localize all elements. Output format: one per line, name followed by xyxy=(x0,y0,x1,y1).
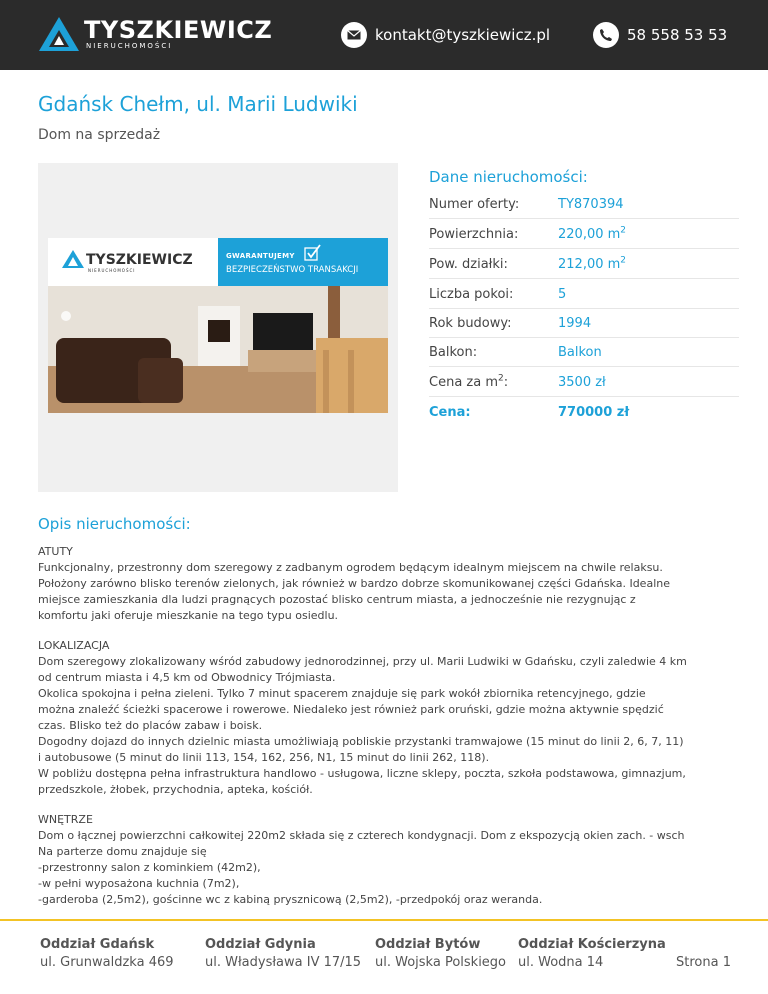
description-section-wnetrze xyxy=(38,812,733,908)
detail-label: Powierzchnia: xyxy=(429,227,519,242)
detail-value: 3500 zł xyxy=(558,375,606,390)
detail-label: Cena: xyxy=(429,405,471,420)
divider xyxy=(429,366,739,367)
description-section-atuty xyxy=(38,544,733,624)
brand-logo[interactable] xyxy=(38,14,273,54)
divider xyxy=(429,308,739,309)
divider xyxy=(429,396,739,397)
office-address: ul. Wojska Polskiego xyxy=(375,955,507,970)
price-value: 770000 zł xyxy=(558,405,630,420)
footer-divider xyxy=(0,919,768,921)
divider xyxy=(429,278,739,279)
description-line: przedszkole, żłobek, przychodnia, apteka, kościół. xyxy=(38,783,313,796)
brand-tagline: NIERUCHOMOŚCI xyxy=(86,42,173,50)
description-line: miejsce zamieszkania dla ludzi pragnących pozostać blisko centrum miasta, a jednocześnie nie rezygnując z xyxy=(38,593,636,606)
office-bytow xyxy=(375,937,506,970)
description-section-lokalizacja xyxy=(38,638,733,798)
detail-label: Cena za $m^2$: xyxy=(429,373,509,390)
office-name: Oddział Gdynia xyxy=(205,937,316,952)
detail-label: Pow. działki: xyxy=(429,257,508,272)
office-name: Oddział Bytów xyxy=(375,937,481,952)
section-title: WNĘTRZE xyxy=(38,813,93,826)
checkbox-icon xyxy=(304,244,322,262)
page-number: Strona 1 xyxy=(676,955,731,970)
detail-label: Liczba pokoi: xyxy=(429,287,514,302)
divider xyxy=(429,248,739,249)
banner-brand-sub: NIERUCHOMOŚCI xyxy=(88,268,136,273)
description-line: -przestronny salon z kominkiem (42m2), xyxy=(38,861,261,874)
description-line: komfortu jaki oferuje mieszkanie na tego typu osiedlu. xyxy=(38,609,339,622)
detail-value: 1994 xyxy=(558,316,592,331)
office-name: Oddział Kościerzyna xyxy=(518,937,666,952)
office-address: ul. Wodna 14 xyxy=(518,955,604,970)
banner-brand xyxy=(48,238,218,286)
description-line: i autobusowe (5 minut do linii 113, 154, 162, 256, N1, 15 minut do linii 262, 118). xyxy=(38,751,490,764)
banner-brand-name: TYSZKIEWICZ xyxy=(86,252,193,268)
description-line: -w pełni wyposażona kuchnia (7m2), xyxy=(38,877,240,890)
detail-value: 212,00 $m^2$ xyxy=(558,255,627,272)
banner-guarantee-line1: GWARANTUJEMY xyxy=(226,252,295,260)
description-line: Położony zarówno blisko terenów zielonych, jak również w bardzo dobrze skomunikowanej części Gdańska. Idealne xyxy=(38,577,670,590)
phone-text[interactable]: 58 558 53 53 xyxy=(627,26,728,44)
page-title: Gdańsk Chełm, ul. Marii Ludwiki xyxy=(38,92,358,116)
banner-guarantee xyxy=(218,238,388,286)
divider xyxy=(429,218,739,219)
description-line: W pobliżu dostępna pełna infrastruktura handlowo - usługowa, liczne sklepy, poczta, szkoła podstawowa, gimnazjum, xyxy=(38,767,686,780)
email-text[interactable]: kontakt@tyszkiewicz.pl xyxy=(375,26,551,44)
description-line: Dom o łącznej powierzchni całkowitej 220m2 składa się z czterech kondygnacji. Dom z ekspozycją okien zach. - wsch xyxy=(38,829,685,842)
detail-value: 220,00 $m^2$ xyxy=(558,225,627,242)
banner-guarantee-line2: BEZPIECZEŃSTWO TRANSAKCJI xyxy=(226,265,359,275)
detail-value: Balkon xyxy=(558,345,602,360)
description-line: Funkcjonalny, przestronny dom szeregowy z zadbanym ogrodem będącym idealnym miejscem na chwile relaksu. xyxy=(38,561,663,574)
office-gdansk xyxy=(40,937,174,970)
phone-contact[interactable] xyxy=(593,22,727,48)
logo-triangle-icon xyxy=(38,16,80,52)
description-line: Okolica spokojna i pełna zieleni. Tylko 7 minut spacerem znajduje się park wokół zbiornika retencyjnego, gdzie xyxy=(38,687,646,700)
listing-type: Dom na sprzedaż xyxy=(38,127,161,143)
description-line: Dogodny dojazd do innych dzielnic miasta umożliwiają pobliskie przystanki tramwajowe (15 minut do linii 2, 6, 7, 11) xyxy=(38,735,684,748)
brand-name: TYSZKIEWICZ xyxy=(84,16,273,44)
section-title: ATUTY xyxy=(38,545,73,558)
description-line: można znaleźć ścieżki spacerowe i rowerowe. Niedaleko jest również park oruński, gdzie można aktywnie spędzić xyxy=(38,703,664,716)
detail-label: Rok budowy: xyxy=(429,316,512,331)
office-address: ul. Grunwaldzka 469 xyxy=(40,955,174,970)
description-line: od centrum miasta i 4,5 km od Obwodnicy Trójmiasta. xyxy=(38,671,336,684)
detail-value: 5 xyxy=(558,287,567,302)
description-line: czas. Blisko też do placów zabaw i boisk. xyxy=(38,719,263,732)
banner-logo-icon xyxy=(62,250,84,268)
description-line: -garderoba (2,5m2), gościnne wc z kabiną prysznicową (2,5m2), -przedpokój oraz weranda. xyxy=(38,893,543,906)
office-gdynia xyxy=(205,937,361,970)
description-line: Dom szeregowy zlokalizowany wśród zabudowy jednorodzinnej, przy ul. Marii Ludwiki w Gdańsku, czyli zaledwie 4 km xyxy=(38,655,687,668)
office-koscierzyna xyxy=(518,937,666,970)
email-contact[interactable] xyxy=(341,22,550,48)
mail-icon xyxy=(341,22,367,48)
section-title: LOKALIZACJA xyxy=(38,639,110,652)
photo-banner xyxy=(48,238,388,286)
photo-frame xyxy=(38,163,398,492)
detail-label: Numer oferty: xyxy=(429,197,520,212)
property-photo[interactable] xyxy=(48,238,388,413)
description-heading: Opis nieruchomości: xyxy=(38,515,191,533)
page-header xyxy=(0,0,768,70)
office-name: Oddział Gdańsk xyxy=(40,937,155,952)
office-address: ul. Władysława IV 17/15 xyxy=(205,955,362,970)
detail-label: Balkon: xyxy=(429,345,478,360)
detail-value: TY870394 xyxy=(558,197,624,212)
details-heading: Dane nieruchomości: xyxy=(429,168,588,186)
divider xyxy=(429,337,739,338)
phone-icon xyxy=(593,22,619,48)
description-line: Na parterze domu znajduje się xyxy=(38,845,207,858)
